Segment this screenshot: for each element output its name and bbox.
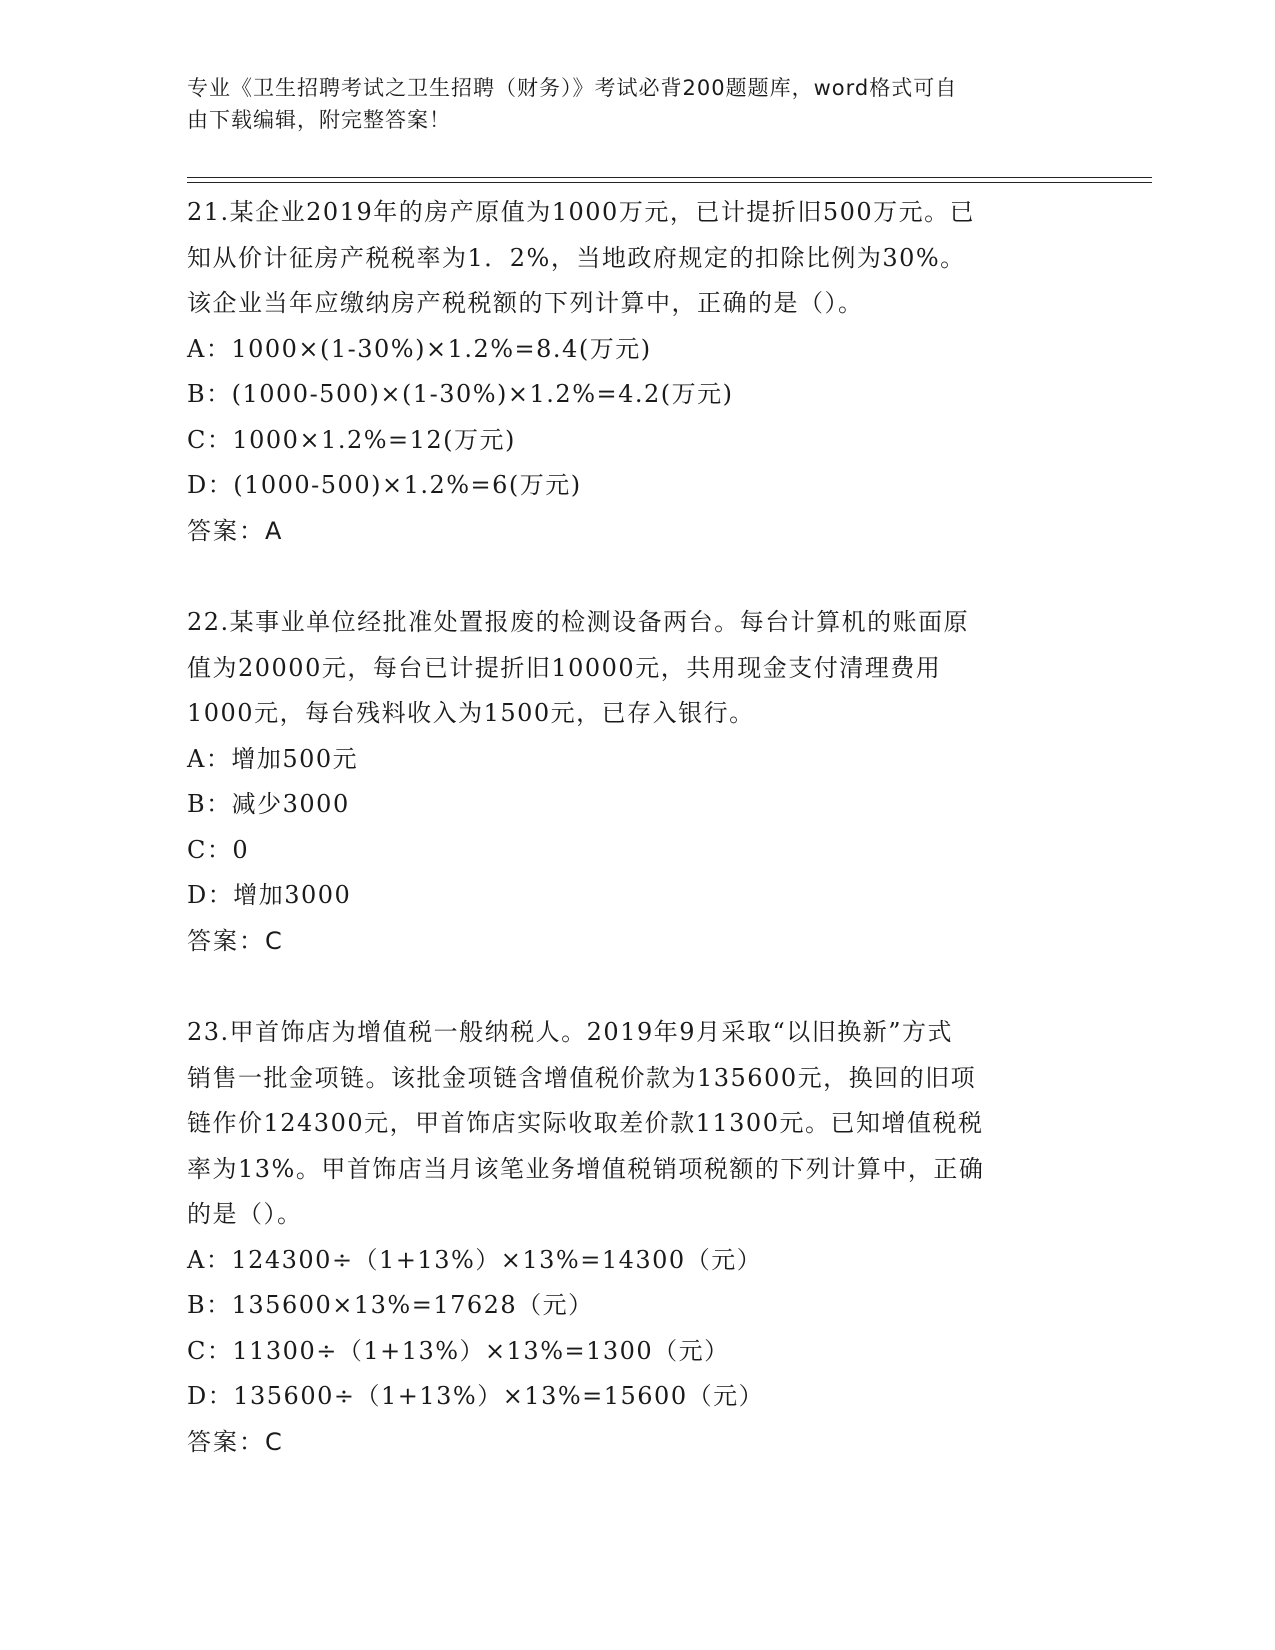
question-text: 1000元，每台残料收入为1500元，已存入银行。	[187, 699, 755, 727]
question-text: 的是（）。	[187, 1200, 303, 1228]
option-b: B：135600×13%=17628（元）	[187, 1291, 594, 1319]
document-header	[187, 72, 1067, 136]
option-c: C：0	[187, 835, 250, 864]
option-c: C：11300÷（1+13%）×13%=1300（元）	[187, 1336, 730, 1365]
header-divider	[187, 177, 1152, 178]
question-text: 23.甲首饰店为增值税一般纳税人。2019年9月采取“以旧换新”方式	[187, 1018, 954, 1046]
question-text: 该企业当年应缴纳房产税税额的下列计算中，正确的是（）。	[187, 289, 864, 317]
question-text: 知从价计征房产税税率为1．2%，当地政府规定的扣除比例为30%。	[187, 243, 966, 272]
question-22	[187, 600, 1087, 964]
option-b: B：减少3000	[187, 790, 350, 818]
answer: 答案：A	[187, 516, 284, 545]
answer: 答案：C	[187, 1427, 284, 1456]
option-b: B：(1000-500)×(1-30%)×1.2%=4.2(万元)	[187, 380, 734, 408]
option-d: D：增加3000	[187, 881, 352, 909]
question-text: 链作价124300元，甲首饰店实际收取差价款11300元。已知增值税税	[187, 1109, 984, 1137]
question-text: 销售一批金项链。该批金项链含增值税价款为135600元，换回的旧项	[187, 1063, 977, 1092]
question-text: 21.某企业2019年的房产原值为1000万元，已计提折旧500万元。已	[187, 198, 976, 226]
question-21	[187, 190, 1087, 554]
header-divider	[187, 182, 1152, 183]
question-23	[187, 1010, 1087, 1465]
option-a: A：1000×(1-30%)×1.2%=8.4(万元)	[187, 334, 652, 363]
option-c: C：1000×1.2%=12(万元)	[187, 425, 516, 454]
question-text: 率为13%。甲首饰店当月该笔业务增值税销项税额的下列计算中，正确	[187, 1154, 985, 1183]
question-text: 22.某事业单位经批准处置报废的检测设备两台。每台计算机的账面原	[187, 608, 970, 636]
question-list	[187, 190, 1087, 1465]
option-d: D：135600÷（1+13%）×13%=15600（元）	[187, 1382, 765, 1410]
answer: 答案：C	[187, 926, 284, 955]
option-a: A：124300÷（1+13%）×13%=14300（元）	[187, 1245, 763, 1274]
header-line: 由下载编辑，附完整答案！	[187, 108, 451, 132]
header-line: 专业《卫生招聘考试之卫生招聘（财务）》考试必背200题题库，word格式可自	[187, 76, 958, 100]
option-d: D：(1000-500)×1.2%=6(万元)	[187, 471, 582, 499]
option-a: A：增加500元	[187, 744, 359, 773]
question-text: 值为20000元，每台已计提折旧10000元，共用现金支付清理费用	[187, 653, 942, 682]
